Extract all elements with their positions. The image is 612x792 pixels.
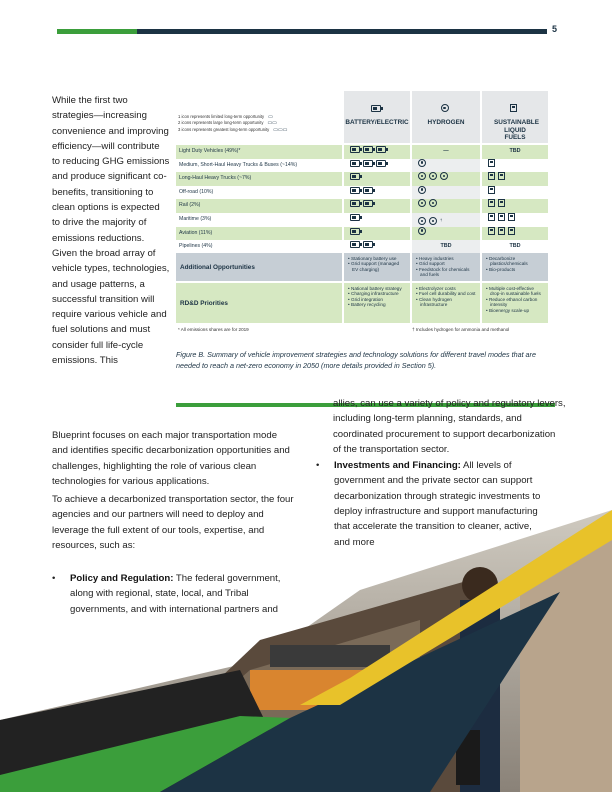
cell-hydrogen [412, 213, 480, 227]
cell-bullet: • Grid support [416, 261, 445, 267]
column-hydrogen: HYDROGEN [412, 91, 480, 143]
table-row [176, 240, 548, 254]
table-row [176, 159, 548, 173]
legend-line-3: 3 icons represents greatest long-term opportunity [178, 126, 270, 132]
hydrogen-icon [440, 172, 448, 180]
cell-fuel [482, 159, 548, 173]
cell-hydrogen [412, 159, 480, 173]
fuel-pump-icon [488, 213, 495, 221]
cell-text: TBD [509, 243, 521, 250]
battery-icon: ▭ [268, 114, 273, 120]
battery-icon [371, 105, 381, 112]
hydrogen-icon [429, 217, 437, 225]
battery-icon [350, 173, 360, 180]
row-label: Pipelines (4%) [176, 240, 342, 254]
rdd-fuel [482, 283, 548, 323]
cell-bullet: • Feedstock for chemicals and fuels [416, 266, 470, 278]
strategy-table [176, 91, 548, 331]
figure-caption: Figure B. Summary of vehicle improvement strategies and technology solutions for different travel modes that are needed to reach a net-zero economy in 2050 (more details provided in Section 5). [176, 350, 536, 370]
page-number: 5 [552, 24, 558, 34]
battery-icon [350, 200, 360, 207]
cell-bullet: • Battery recycling [348, 302, 386, 308]
bullet-investments-text: All levels of government and the private sector can support decarbonization through strategic investments to deploy infrastructure and support manufacturing that accelerate the transition to cleaner, active, and more [334, 460, 541, 548]
fuel-pump-icon [498, 172, 505, 180]
table-row [176, 213, 548, 227]
footnote-emissions: * All emissions shares are for 2019 [178, 327, 249, 332]
cell-fuel [482, 172, 548, 186]
battery-icon [363, 160, 373, 167]
cell-hydrogen [412, 186, 480, 200]
battery-icon [350, 241, 360, 248]
cell-fuel [482, 240, 548, 254]
battery-icon [350, 146, 360, 153]
cell-bullet: • Stationary battery use [348, 256, 397, 261]
bullet-dot: • [316, 460, 320, 472]
cell-hydrogen [412, 199, 480, 213]
row-label: Aviation (11%) [176, 227, 342, 241]
fuel-pump-icon [498, 199, 505, 207]
train-station-photo [0, 470, 612, 792]
column-fuels: SUSTAINABLE LIQUID FUELS [482, 91, 548, 143]
cell-bullet: • Clean hydrogen infrastructure [416, 296, 453, 308]
cell-bullet: • Grid integration [348, 296, 383, 302]
table-row [176, 227, 548, 241]
bullet-policy-title: Policy and Regulation: [70, 573, 174, 584]
bullet-investments-title: Investments and Financing: [334, 460, 461, 472]
cell-fuel [482, 186, 548, 200]
intro-paragraph: While the first two strategies—increasing convenience and improving efficiency—will contribute to reducing GHG emissions and produce significant co-benefits, transitioning to clean options is expected to drive the majority of emissions reductions. Given the broad array of vehicle types, technologies, and usage patterns, a successful transition will require various vehicle and fuel solutions and must consider full life-cycle emissions. This [52, 95, 170, 367]
fuel-pump-icon [508, 213, 515, 221]
cell-text: TBD [440, 243, 452, 250]
opp-battery [344, 253, 410, 281]
cell-battery [344, 186, 410, 200]
opp-hydrogen [412, 253, 480, 281]
cell-bullet: • National battery strategy [348, 286, 402, 291]
hydrogen-icon [418, 172, 426, 180]
battery-icon [350, 187, 360, 194]
row-label: Off-road (10%) [176, 186, 342, 200]
cell-bullet: • Decarbonize plastics/chemicals [486, 256, 528, 267]
cell-fuel [482, 213, 548, 227]
hydrogen-icon [441, 104, 449, 112]
fuel-pump-icon [488, 227, 495, 235]
cell-bullet: • Heavy industries [416, 256, 454, 261]
cell-battery [344, 159, 410, 173]
header-rule [57, 29, 547, 34]
cell-hydrogen [412, 172, 480, 186]
cell-battery [344, 213, 410, 227]
cell-battery [344, 172, 410, 186]
fuel-pump-icon [508, 227, 515, 235]
cell-fuel [482, 199, 548, 213]
row-label: Medium, Short-Haul Heavy Trucks & Buses (~14%) [176, 159, 342, 173]
hydrogen-icon [418, 227, 426, 235]
cell-battery [344, 240, 410, 254]
cell-fuel [482, 145, 548, 159]
hydrogen-icon [429, 172, 437, 180]
row-label: Long-Haul Heavy Trucks (~7%) [176, 172, 342, 186]
legend-line-1: 1 icon represents limited long-term opportunity [178, 114, 265, 119]
cell-bullet: • Grid support (managed EV charging) [348, 261, 400, 272]
cell-battery [344, 199, 410, 213]
hydrogen-icon [418, 186, 426, 194]
bullet-policy-text: The federal government, along with regional, state, local, and Tribal governments, and with international partners and [70, 573, 281, 615]
bullet-dot: • [52, 573, 56, 584]
row-label: Light Duty Vehicles (49%)* [176, 145, 342, 159]
row-label: Rail (2%) [176, 199, 342, 213]
table-row [176, 172, 548, 186]
cell-hydrogen [412, 227, 480, 241]
battery-icon [350, 214, 360, 221]
rdd-battery [344, 283, 410, 323]
cell-text: — [443, 148, 449, 154]
cell-bullet: • Charging infrastructure [348, 291, 399, 297]
battery-icon [376, 160, 386, 167]
rdd-hydrogen [412, 283, 480, 323]
fuel-pump-icon [498, 213, 505, 221]
fuel-pump-icon [498, 227, 505, 235]
table-row [176, 145, 548, 159]
fuel-pump-icon [510, 104, 517, 112]
cell-bullet: • Multiple cost-effective drop-in sustainable fuels [486, 286, 541, 297]
row-label: Maritime (3%) [176, 213, 342, 227]
fuel-pump-icon [488, 159, 495, 167]
hydrogen-icon [418, 159, 426, 167]
footnote-hydrogen: † Includes hydrogen for ammonia and methanol [412, 327, 510, 332]
hydrogen-icon [429, 199, 437, 207]
column-battery: BATTERY/ELECTRIC [344, 91, 410, 143]
battery-icon [363, 241, 373, 248]
cell-text: TBD [509, 148, 521, 154]
opp-fuel [482, 253, 548, 281]
battery-icon [350, 160, 360, 167]
rdd-priorities-row: RD&D Priorities • National battery strategy • Charging infrastructure • Grid integration • Battery recycling • Electrolyzer costs • Fuel cell durability and cost • Clean hydrogen infrastructure • Multiple cost-effective drop-in sustainable fuels • Reduce ethanol carbon intensity • Bioenergy scale-up [176, 283, 548, 323]
hydrogen-icon [418, 199, 426, 207]
battery-icon: ▭▭ [267, 120, 277, 127]
legend-line-2: 2 icons represents large long-term opportunity [178, 120, 264, 126]
fuel-pump-icon [488, 172, 495, 180]
table-row [176, 199, 548, 213]
table-row [176, 186, 548, 200]
cell-battery [344, 227, 410, 241]
tools-paragraph: To achieve a decarbonized transportation sector, the four agencies and our partners will need to deploy and leverage the full extent of our tools, expertise, and resources, such as: [52, 494, 294, 551]
cell-bullet: • Electrolyzer costs [416, 286, 456, 291]
cell-battery [344, 145, 410, 159]
cell-fuel [482, 227, 548, 241]
battery-icon [363, 187, 373, 194]
policy-continuation: allies, can use a variety of policy and regulatory levers, including long-term planning, standards, and coordinated procurement to support decarbonization of the transportation sector. [333, 398, 566, 455]
cell-hydrogen [412, 240, 480, 254]
hydrogen-icon [418, 217, 426, 225]
intro-paragraph-cont: Blueprint focuses on each major transportation mode and identifies specific decarbonization opportunities and challenges, highlighting the role of various clean technologies for various applications. [52, 430, 290, 487]
battery-icon [363, 146, 373, 153]
additional-opportunities-row: Additional Opportunities • Stationary battery use • Grid support (managed EV charging) • Heavy industries • Grid support • Feedstock for chemicals and fuels • Decarbonize plastics/chemicals • Bio-products [176, 253, 548, 281]
fuel-pump-icon [488, 186, 495, 194]
battery-icon: ▭▭▭ [273, 126, 288, 133]
cell-bullet: • Fuel cell durability and cost [416, 291, 476, 297]
battery-icon [350, 228, 360, 235]
battery-icon [363, 200, 373, 207]
fuel-pump-icon [488, 199, 495, 207]
cell-bullet: • Bioenergy scale-up [486, 307, 530, 313]
footnote-mark: † [440, 217, 443, 222]
cell-hydrogen [412, 145, 480, 159]
battery-icon [376, 146, 386, 153]
cell-bullet: • Reduce ethanol carbon intensity [486, 296, 538, 308]
cell-bullet: • Bio-products [486, 266, 516, 272]
table-legend [178, 114, 287, 133]
